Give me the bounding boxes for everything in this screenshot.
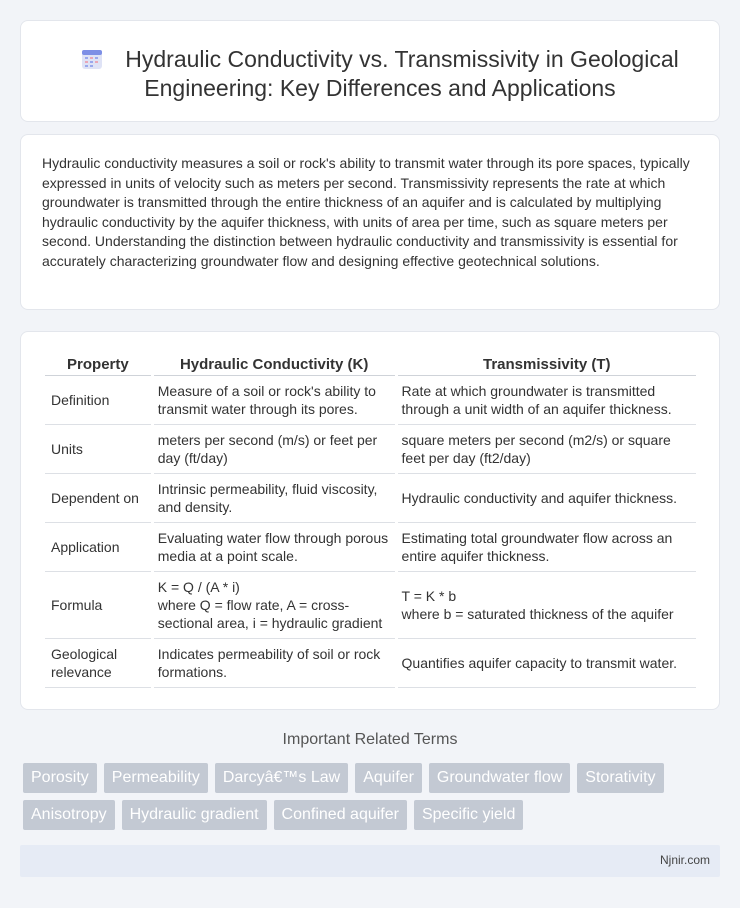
comparison-table-card [20, 331, 720, 710]
tag-groundwater-flow[interactable]: Groundwater flow [429, 763, 570, 793]
footer-site[interactable]: Njnir.com [659, 853, 710, 867]
row-property: Geological relevance [45, 639, 151, 688]
header-hydraulic-conductivity: Hydraulic Conductivity (K) [154, 350, 395, 376]
intro-paragraph: Hydraulic conductivity measures a soil or rock's ability to transmit water through its pore spaces, typically expressed in units of velocity such as meters per second. Transmissivity represents the rate at which groundwater is transmitted through the entire thickness of an aquifer and is calculated by multiplying hydraulic conductivity by the aquifer thickness, with units of area per time, such as square meters per second. Understanding the distinction between hydraulic conductivity and transmissivity is essential for accurately characterizing groundwater flow and designing effective geotechnical solutions. [42, 155, 690, 269]
tag-darcys-law[interactable]: Darcyâ€™s Law [215, 763, 348, 793]
row-k-value: Evaluating water flow through porous media at a point scale. [154, 523, 395, 572]
row-t-value: Quantifies aquifer capacity to transmit water. [398, 639, 696, 688]
tag-hydraulic-gradient[interactable]: Hydraulic gradient [122, 800, 267, 830]
tag-permeability[interactable]: Permeability [104, 763, 208, 793]
tag-storativity[interactable]: Storativity [577, 763, 663, 793]
row-t-value: T = K * b where b = saturated thickness of the aquifer [398, 572, 696, 639]
page-title [61, 45, 699, 103]
row-k-value: Intrinsic permeability, fluid viscosity, and density. [154, 474, 395, 523]
tag-anisotropy[interactable]: Anisotropy [23, 800, 115, 830]
footer [20, 845, 720, 877]
row-property: Application [45, 523, 151, 572]
table-row [45, 639, 696, 688]
row-k-value: K = Q / (A * i) where Q = flow rate, A = cross-sectional area, i = hydraulic gradient [154, 572, 395, 639]
related-terms [23, 763, 723, 837]
title-card [20, 20, 720, 122]
related-terms-title: Important Related Terms [282, 731, 458, 748]
row-property: Definition [45, 376, 151, 425]
tag-row [23, 763, 723, 793]
row-t-value: Rate at which groundwater is transmitted through a unit width of an aquifer thickness. [398, 376, 696, 425]
comparison-table [42, 350, 699, 688]
table-row [45, 474, 696, 523]
table-row [45, 572, 696, 639]
table-row [45, 425, 696, 474]
row-k-value: Measure of a soil or rock's ability to transmit water through its pores. [154, 376, 395, 425]
row-k-value: meters per second (m/s) or feet per day (ft/day) [154, 425, 395, 474]
row-property: Dependent on [45, 474, 151, 523]
table-header-row [45, 350, 696, 376]
tag-aquifer[interactable]: Aquifer [355, 763, 422, 793]
tag-confined-aquifer[interactable]: Confined aquifer [274, 800, 407, 830]
row-t-value: square meters per second (m2/s) or square feet per day (ft2/day) [398, 425, 696, 474]
tag-row [23, 800, 723, 830]
row-property: Formula [45, 572, 151, 639]
row-t-value: Estimating total groundwater flow across an entire aquifer thickness. [398, 523, 696, 572]
table-row [45, 523, 696, 572]
row-property: Units [45, 425, 151, 474]
row-t-value: Hydraulic conductivity and aquifer thickness. [398, 474, 696, 523]
table-row [45, 376, 696, 425]
tag-specific-yield[interactable]: Specific yield [414, 800, 523, 830]
row-k-value: Indicates permeability of soil or rock formations. [154, 639, 395, 688]
document-icon [81, 48, 103, 70]
tag-porosity[interactable]: Porosity [23, 763, 97, 793]
intro-card [20, 134, 720, 310]
header-transmissivity: Transmissivity (T) [398, 350, 696, 376]
header-property: Property [45, 350, 151, 376]
page-title-text: Hydraulic Conductivity vs. Transmissivity in Geological Engineering: Key Differences and Applications [125, 46, 679, 101]
